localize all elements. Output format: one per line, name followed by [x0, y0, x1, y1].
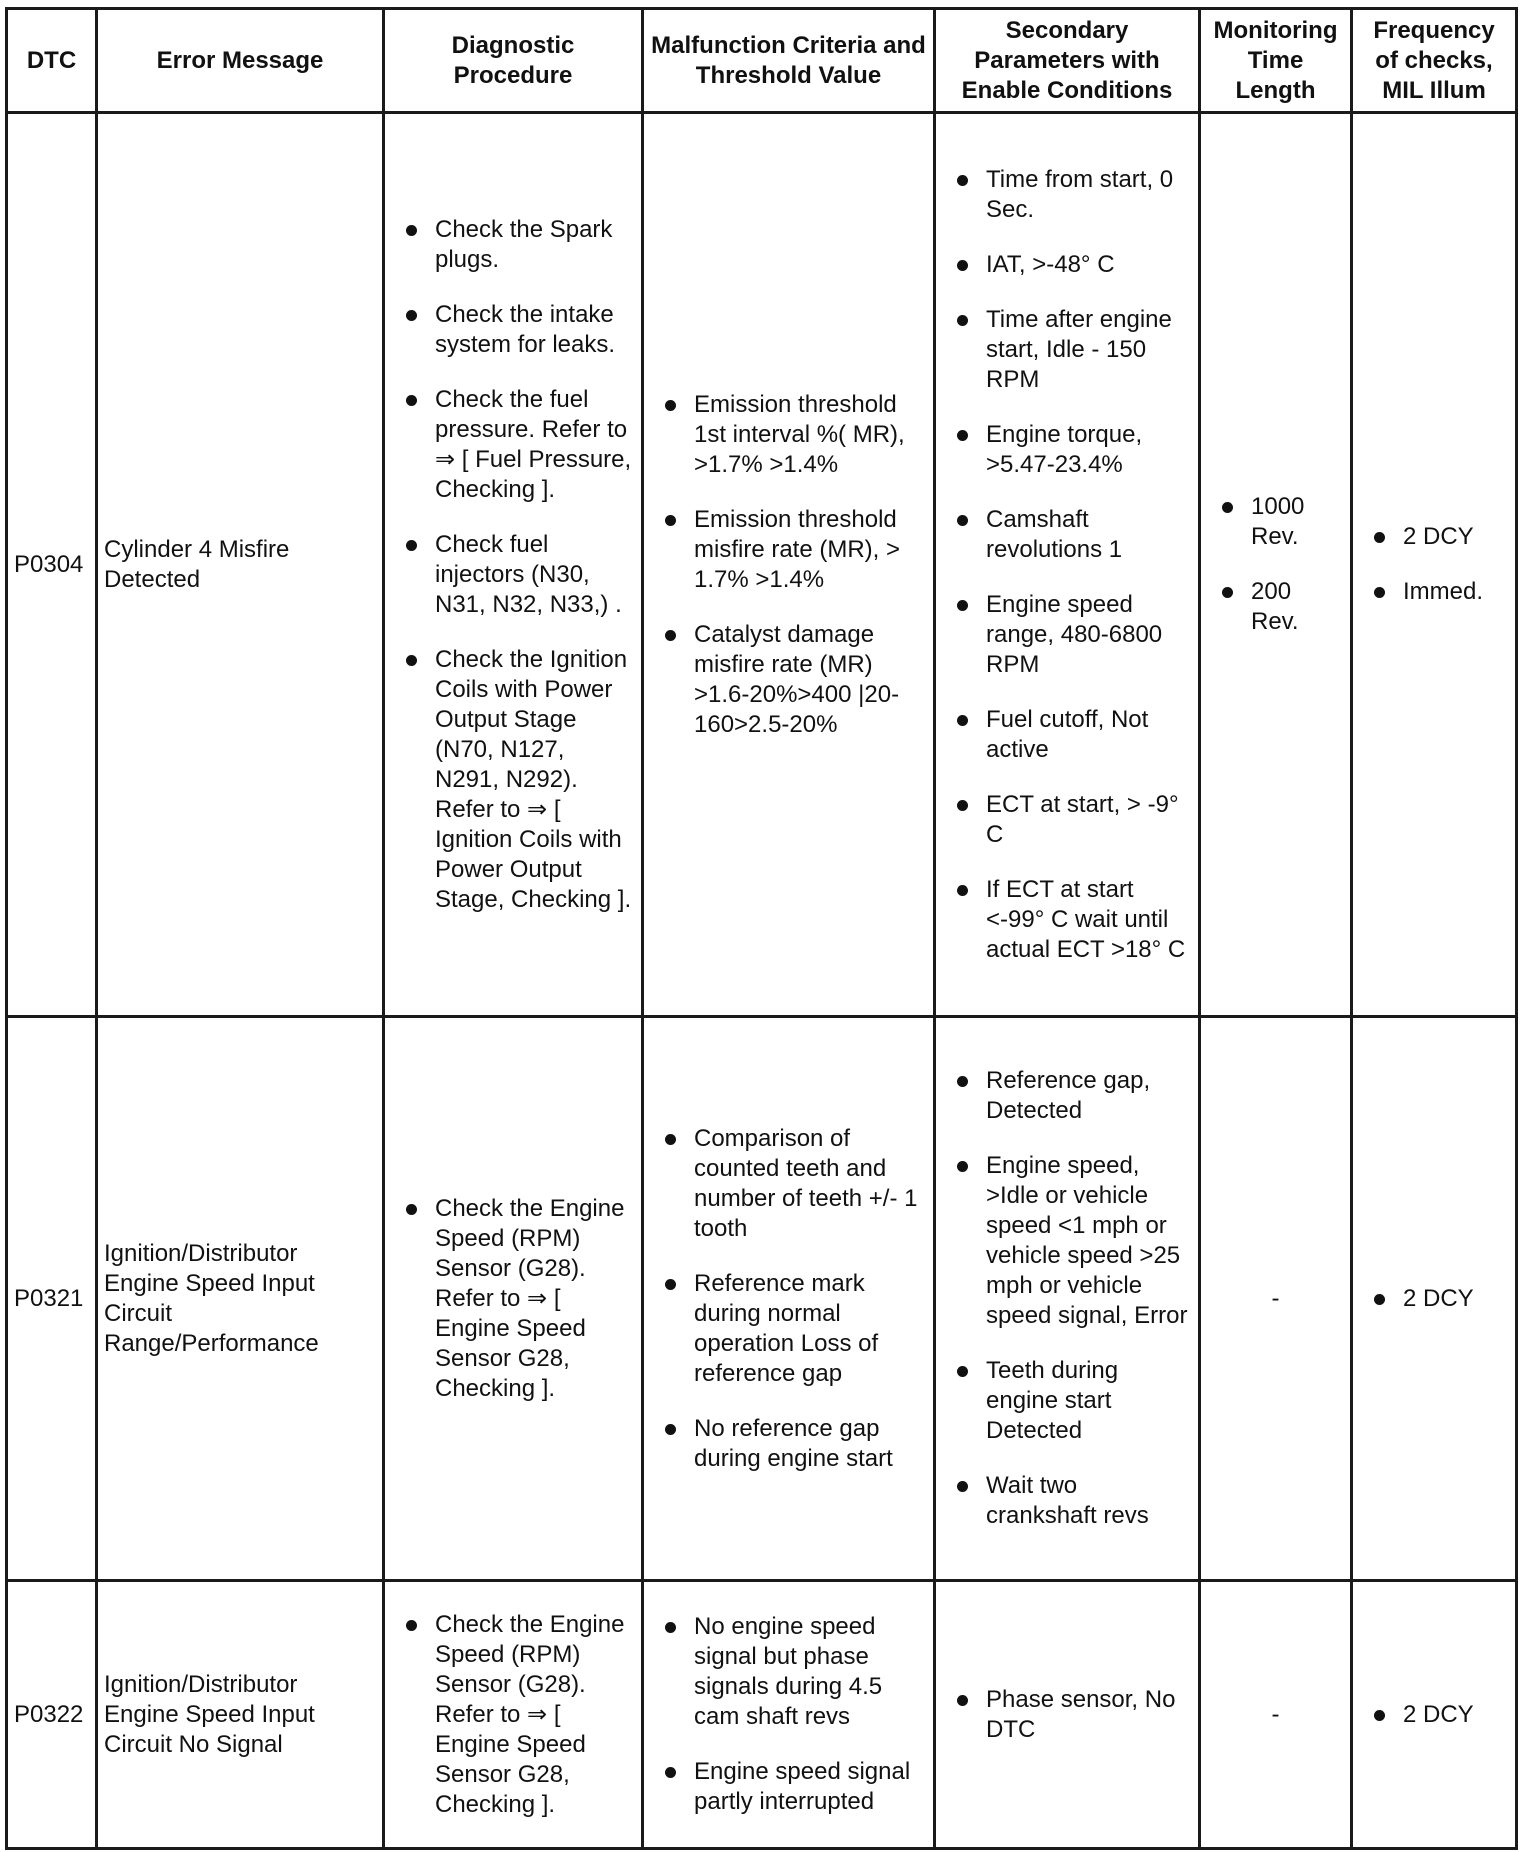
criteria-item: Reference mark during normal operation Loss of reference gap: [650, 1269, 927, 1389]
diagnostic-procedure: [384, 1581, 643, 1849]
procedure-step: Check the Engine Speed (RPM) Sensor (G28). Refer to ⇒ [ Engine Speed Sensor G28, Checking ].: [391, 1194, 635, 1404]
secondary-item: IAT, >-48° C: [942, 250, 1192, 280]
procedure-step: Check the intake system for leaks.: [391, 300, 635, 360]
secondary-item: Wait two crankshaft revs: [942, 1471, 1192, 1531]
procedure-step: Check the Ignition Coils with Power Output Stage (N70, N127, N291, N292). Refer to ⇒ [ Ignition Coils with Power Output Stage, Checking ].: [391, 645, 635, 915]
procedure-step: Check the fuel pressure. Refer to ⇒ [ Fuel Pressure, Checking ].: [391, 385, 635, 505]
header-secondary-parameters: Secondary Parameters with Enable Conditions: [935, 9, 1200, 113]
procedure-step: Check the Spark plugs.: [391, 215, 635, 275]
frequency-item: 2 DCY: [1359, 522, 1509, 552]
frequency-item: 2 DCY: [1359, 1284, 1509, 1314]
dtc-code: P0321: [7, 1017, 97, 1581]
monitoring-time: -: [1200, 1017, 1352, 1581]
monitoring-item: 1000 Rev.: [1207, 492, 1344, 552]
secondary-parameters: [935, 113, 1200, 1017]
criteria-item: Emission threshold 1st interval %( MR), >1.7% >1.4%: [650, 390, 927, 480]
header-diagnostic-procedure: Diagnostic Procedure: [384, 9, 643, 113]
procedure-step: Check fuel injectors (N30, N31, N32, N33,) .: [391, 530, 635, 620]
dtc-table: [5, 7, 1518, 1850]
secondary-item: Engine torque, >5.47-23.4%: [942, 420, 1192, 480]
malfunction-criteria: [643, 1017, 935, 1581]
secondary-item: Fuel cutoff, Not active: [942, 705, 1192, 765]
criteria-item: Engine speed signal partly interrupted: [650, 1757, 927, 1817]
criteria-item: No reference gap during engine start: [650, 1414, 927, 1474]
criteria-item: Comparison of counted teeth and number of teeth +/- 1 tooth: [650, 1124, 927, 1244]
table-row: [7, 1581, 1517, 1849]
secondary-item: Camshaft revolutions 1: [942, 505, 1192, 565]
monitoring-item: 200 Rev.: [1207, 577, 1344, 637]
monitoring-time: [1200, 113, 1352, 1017]
criteria-item: Emission threshold misfire rate (MR), > 1.7% >1.4%: [650, 505, 927, 595]
diagnostic-procedure: [384, 113, 643, 1017]
header-frequency: Frequency of checks, MIL Illum: [1352, 9, 1517, 113]
secondary-parameters: [935, 1581, 1200, 1849]
secondary-item: If ECT at start <-99° C wait until actual ECT >18° C: [942, 875, 1192, 965]
dtc-code: P0304: [7, 113, 97, 1017]
header-dtc: DTC: [7, 9, 97, 113]
diagnostic-procedure: [384, 1017, 643, 1581]
monitoring-time: -: [1200, 1581, 1352, 1849]
frequency: [1352, 1581, 1517, 1849]
table-row: [7, 1017, 1517, 1581]
error-message: Ignition/Distributor Engine Speed Input Circuit No Signal: [97, 1581, 384, 1849]
secondary-item: Phase sensor, No DTC: [942, 1685, 1192, 1745]
secondary-item: ECT at start, > -9° C: [942, 790, 1192, 850]
header-row: [7, 9, 1517, 113]
secondary-item: Time after engine start, Idle - 150 RPM: [942, 305, 1192, 395]
malfunction-criteria: [643, 1581, 935, 1849]
header-malfunction-criteria: Malfunction Criteria and Threshold Value: [643, 9, 935, 113]
secondary-item: Reference gap, Detected: [942, 1066, 1192, 1126]
secondary-item: Engine speed, >Idle or vehicle speed <1 mph or vehicle speed >25 mph or vehicle speed signal, Error: [942, 1151, 1192, 1331]
secondary-parameters: [935, 1017, 1200, 1581]
frequency-item: 2 DCY: [1359, 1700, 1509, 1730]
criteria-item: Catalyst damage misfire rate (MR) >1.6-20%>400 |20-160>2.5-20%: [650, 620, 927, 740]
procedure-step: Check the Engine Speed (RPM) Sensor (G28). Refer to ⇒ [ Engine Speed Sensor G28, Checking ].: [391, 1610, 635, 1820]
frequency: [1352, 1017, 1517, 1581]
secondary-item: Engine speed range, 480-6800 RPM: [942, 590, 1192, 680]
secondary-item: Teeth during engine start Detected: [942, 1356, 1192, 1446]
criteria-item: No engine speed signal but phase signals during 4.5 cam shaft revs: [650, 1612, 927, 1732]
error-message: Cylinder 4 Misfire Detected: [97, 113, 384, 1017]
malfunction-criteria: [643, 113, 935, 1017]
frequency: [1352, 113, 1517, 1017]
error-message: Ignition/Distributor Engine Speed Input Circuit Range/Performance: [97, 1017, 384, 1581]
table-row: [7, 113, 1517, 1017]
header-error-message: Error Message: [97, 9, 384, 113]
secondary-item: Time from start, 0 Sec.: [942, 165, 1192, 225]
header-monitoring-time: Monitoring Time Length: [1200, 9, 1352, 113]
frequency-item: Immed.: [1359, 577, 1509, 607]
dtc-code: P0322: [7, 1581, 97, 1849]
